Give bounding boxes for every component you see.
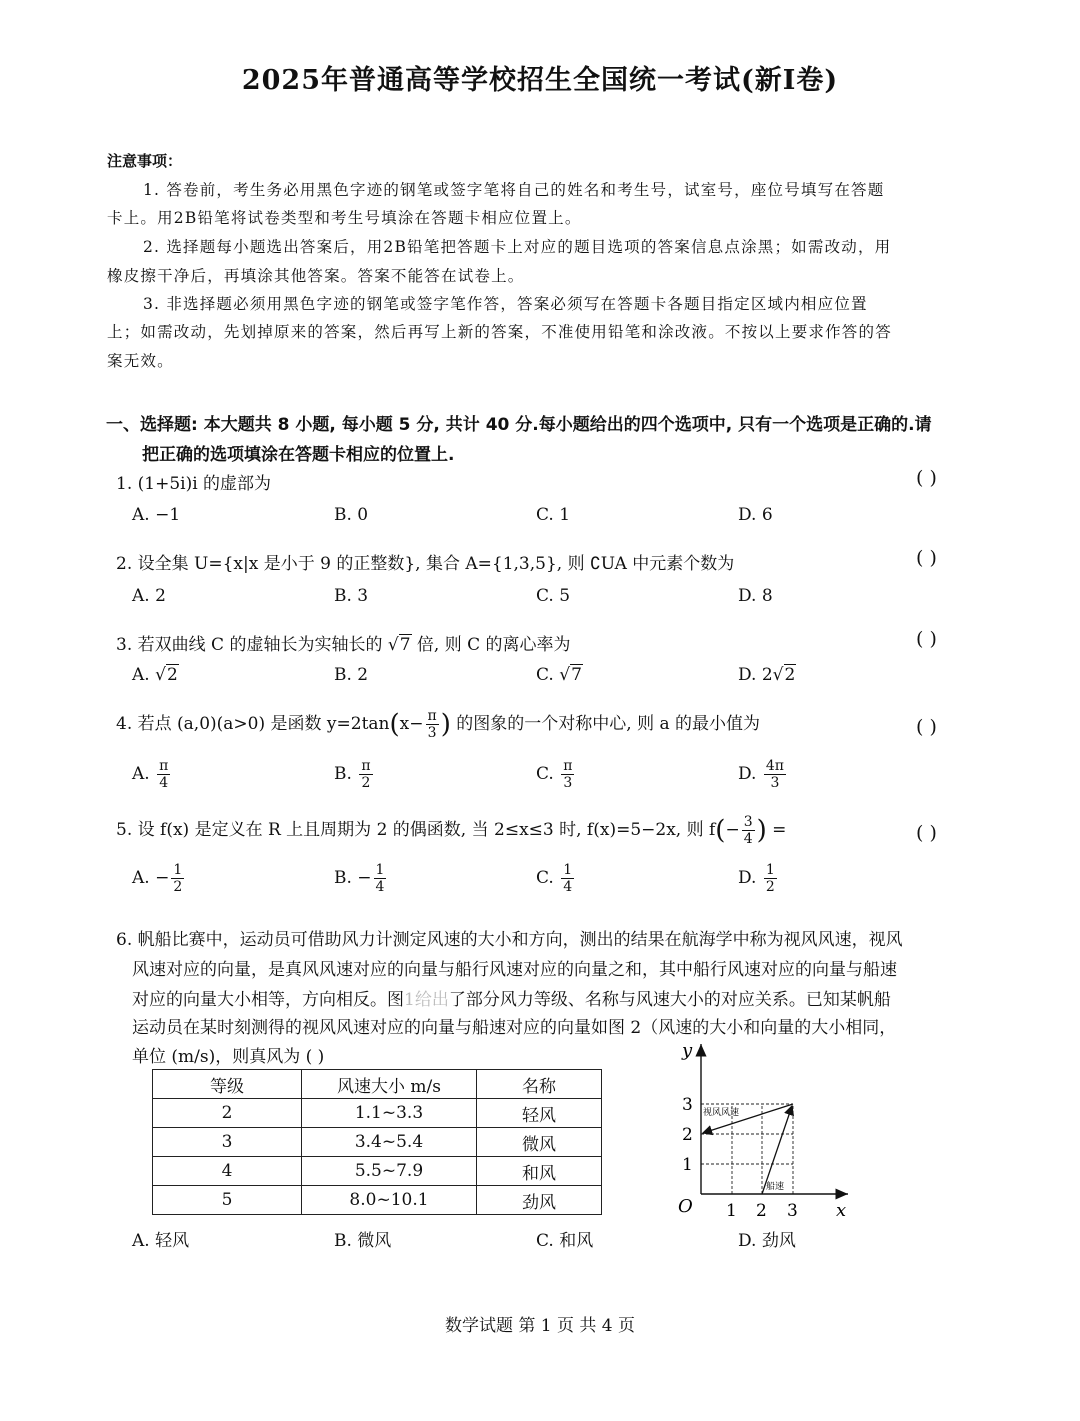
q4-stem-inner: x− bbox=[399, 714, 424, 735]
section-heading-line1: 一、选择题: 本大题共 8 小题, 每小题 5 分, 共计 40 分.每小题给出的四个选项中, 只有一个选项是正确的.请 bbox=[106, 415, 932, 435]
frac-numerator: 1 bbox=[765, 862, 775, 878]
table-row bbox=[153, 1186, 602, 1215]
q3-option-a bbox=[132, 665, 179, 685]
q4-stem-part2: 的图象的一个对称中心, 则 a 的最小值为 bbox=[450, 714, 761, 735]
q5-stem-part1: 5. 设 f(x) 是定义在 R 上且周期为 2 的偶函数, 当 2≤x≤3 时, f(x)=5−2x, 则 f bbox=[116, 820, 716, 841]
notice-heading: 注意事项： bbox=[107, 152, 183, 170]
q5-option-b-label: B. − bbox=[334, 868, 372, 889]
frac-denominator: 4 bbox=[375, 879, 385, 896]
y-tick-label: 3 bbox=[682, 1095, 693, 1115]
q3-option-d bbox=[738, 665, 796, 685]
q1-stem: 1. (1+5i)i 的虚部为 bbox=[116, 474, 272, 494]
vector-figure bbox=[670, 1038, 870, 1224]
frac-numerator: 1 bbox=[375, 862, 385, 878]
q4-option-a-fraction bbox=[157, 758, 170, 791]
table-cell: 轻风 bbox=[477, 1099, 602, 1128]
q2-answer-paren: ( ) bbox=[916, 547, 937, 569]
q3-option-c-radicand: 7 bbox=[571, 665, 582, 685]
q5-option-b bbox=[334, 862, 388, 895]
q3-option-b: B. 2 bbox=[334, 665, 369, 685]
boat-speed-label: 船速 bbox=[766, 1182, 785, 1192]
q6-option-d: D. 劲风 bbox=[738, 1231, 796, 1251]
q5-stem bbox=[116, 814, 786, 847]
q3-option-c-label: C. bbox=[536, 665, 560, 685]
q1-option-c: C. 1 bbox=[536, 505, 571, 525]
table-cell: 微风 bbox=[477, 1128, 602, 1157]
frac-denominator: 3 bbox=[427, 725, 437, 742]
notice-line-4: 橡皮擦干净后，再填涂其他答案。答案不能答在试卷上。 bbox=[107, 267, 525, 285]
notice-line-7: 案无效。 bbox=[107, 352, 174, 370]
page-footer: 数学试题 第 1 页 共 4 页 bbox=[444, 1316, 636, 1336]
q4-option-d-fraction bbox=[764, 758, 786, 791]
notice-line-6: 上；如需改动，先划掉原来的答案，然后再写上新的答案，不准使用铅笔和涂改液。不按以上要求作答的答 bbox=[107, 323, 892, 341]
frac-numerator: 1 bbox=[563, 862, 573, 878]
q6-line-3-part2: 了部分风力等级、名称与风速大小的对应关系。已知某帆船 bbox=[448, 990, 891, 1010]
wind-level-table bbox=[152, 1069, 602, 1215]
sqrt-sign: √ bbox=[772, 665, 784, 685]
q5-stem-inner: − bbox=[725, 820, 740, 841]
q3-option-a-label: A. bbox=[132, 665, 156, 685]
y-tick-label: 1 bbox=[682, 1155, 693, 1175]
q4-option-d bbox=[738, 758, 788, 791]
q4-option-a-label: A. bbox=[132, 764, 150, 785]
q5-option-c bbox=[536, 862, 576, 895]
table-cell: 2 bbox=[153, 1099, 302, 1128]
table-row bbox=[153, 1099, 602, 1128]
frac-denominator: 2 bbox=[765, 879, 775, 896]
q3-option-a-radicand: 2 bbox=[166, 665, 178, 685]
table-cell: 8.0~10.1 bbox=[302, 1186, 477, 1215]
q6-option-a: A. 轻风 bbox=[132, 1231, 190, 1251]
frac-numerator: π bbox=[361, 758, 371, 774]
q4-option-b bbox=[334, 758, 375, 791]
q6-option-c: C. 和风 bbox=[536, 1231, 594, 1251]
q3-stem-radicand: 7 bbox=[399, 635, 411, 655]
q5-answer-paren: ( ) bbox=[916, 822, 937, 844]
table-row bbox=[153, 1128, 602, 1157]
frac-denominator: 4 bbox=[159, 775, 169, 792]
table-header-cell: 风速大小 m/s bbox=[302, 1070, 477, 1099]
table-cell: 劲风 bbox=[477, 1186, 602, 1215]
table-cell: 3 bbox=[153, 1128, 302, 1157]
q6-line-3-part1: 对应的向量大小相等，方向相反。图 bbox=[132, 990, 404, 1010]
frac-denominator: 3 bbox=[770, 775, 780, 792]
q5-option-a-label: A. − bbox=[132, 868, 170, 889]
section-heading-line2: 把正确的选项填涂在答题卡相应的位置上. bbox=[142, 445, 455, 465]
q4-option-b-fraction bbox=[359, 758, 372, 791]
left-paren: ( bbox=[389, 709, 400, 740]
table-header-row bbox=[153, 1070, 602, 1099]
exam-title: 2025年普通高等学校招生全国统一考试(新I卷) bbox=[241, 65, 839, 96]
q6-line-5: 单位 (m/s)，则真风为 ( ) bbox=[132, 1047, 325, 1067]
left-paren: ( bbox=[715, 815, 726, 846]
q6-line-3 bbox=[132, 985, 891, 1010]
apparent-wind-label: 视风风速 bbox=[703, 1108, 740, 1118]
q6-line-2: 风速对应的向量，是真风风速对应的向量与船行风速对应的向量之和，其中船行风速对应的向量与船速 bbox=[132, 960, 897, 980]
table-cell: 3.4~5.4 bbox=[302, 1128, 477, 1157]
q6-option-b: B. 微风 bbox=[334, 1231, 392, 1251]
q1-option-d: D. 6 bbox=[738, 505, 773, 525]
frac-denominator: 3 bbox=[563, 775, 573, 792]
q5-option-c-fraction bbox=[561, 862, 574, 895]
q5-stem-part2: = bbox=[766, 820, 787, 841]
right-paren: ) bbox=[756, 815, 767, 846]
sqrt-sign: √ bbox=[559, 665, 571, 685]
q3-option-d-radicand: 2 bbox=[784, 665, 796, 685]
q6-line-1: 6. 帆船比赛中，运动员可借助风力计测定风速的大小和方向，测出的结果在航海学中称为视风风速，视风 bbox=[116, 930, 903, 950]
q4-option-c-fraction bbox=[561, 758, 574, 791]
y-axis-label: y bbox=[682, 1040, 693, 1061]
table-row bbox=[153, 1157, 602, 1186]
frac-denominator: 2 bbox=[173, 879, 183, 896]
x-axis-label: x bbox=[836, 1200, 847, 1221]
notice-line-1: 1. 答卷前，考生务必用黑色字迹的钢笔或签字笔将自己的姓名和考生号，试室号，座位号填写在答题 bbox=[143, 181, 885, 199]
q5-stem-fraction bbox=[742, 814, 755, 847]
q2-option-c: C. 5 bbox=[536, 586, 571, 606]
frac-numerator: 3 bbox=[743, 814, 753, 830]
q6-line-3-faint: 1给出 bbox=[404, 990, 449, 1010]
q5-option-b-fraction bbox=[374, 862, 387, 895]
q5-option-d-label: D. bbox=[738, 868, 757, 889]
q1-option-a: A. −1 bbox=[132, 505, 181, 525]
x-tick-label: 2 bbox=[756, 1201, 767, 1221]
q3-option-d-label: D. 2 bbox=[738, 665, 773, 685]
sqrt-sign: √ bbox=[155, 665, 166, 685]
frac-denominator: 4 bbox=[743, 831, 753, 848]
q4-option-c-label: C. bbox=[536, 764, 554, 785]
q2-option-d: D. 8 bbox=[738, 586, 773, 606]
q3-answer-paren: ( ) bbox=[916, 628, 937, 650]
q2-option-b: B. 3 bbox=[334, 586, 369, 606]
table-cell: 4 bbox=[153, 1157, 302, 1186]
table-cell: 和风 bbox=[477, 1157, 602, 1186]
frac-numerator: 1 bbox=[173, 862, 183, 878]
frac-denominator: 4 bbox=[563, 879, 573, 896]
q4-option-a bbox=[132, 758, 172, 791]
notice-line-2: 卡上。用2B铅笔将试卷类型和考生号填涂在答题卡相应位置上。 bbox=[107, 209, 582, 227]
q4-stem-fraction bbox=[426, 708, 439, 741]
table-header-cell: 等级 bbox=[153, 1070, 302, 1099]
sqrt-sign: √ bbox=[387, 635, 399, 655]
frac-numerator: 4π bbox=[765, 758, 784, 774]
q6-line-4: 运动员在某时刻测得的视风风速对应的向量与船速对应的向量如图 2（风速的大小和向量的大小相同， bbox=[132, 1018, 897, 1038]
q5-option-c-label: C. bbox=[536, 868, 554, 889]
q5-option-d-fraction bbox=[764, 862, 777, 895]
notice-line-3: 2. 选择题每小题选出答案后，用2B铅笔把答题卡上对应的题目选项的答案信息点涂黑；如需改动，用 bbox=[143, 238, 892, 256]
table-cell: 5.5~7.9 bbox=[302, 1157, 477, 1186]
right-paren: ) bbox=[440, 709, 451, 740]
frac-numerator: π bbox=[563, 758, 573, 774]
q4-answer-paren: ( ) bbox=[916, 716, 937, 738]
q3-stem bbox=[116, 630, 571, 655]
x-tick-label: 1 bbox=[726, 1201, 737, 1221]
q4-stem-part1: 4. 若点 (a,0)(a>0) 是函数 y=2tan bbox=[116, 714, 390, 735]
q4-option-c bbox=[536, 758, 576, 791]
y-tick-label: 2 bbox=[682, 1125, 693, 1145]
table-cell: 1.1~3.3 bbox=[302, 1099, 477, 1128]
q2-option-a: A. 2 bbox=[132, 586, 166, 606]
q3-option-c bbox=[536, 665, 583, 685]
table-cell: 5 bbox=[153, 1186, 302, 1215]
q2-stem: 2. 设全集 U={x|x 是小于 9 的正整数}, 集合 A={1,3,5}, 则 ∁UA 中元素个数为 bbox=[116, 554, 735, 574]
q5-option-d bbox=[738, 862, 779, 895]
frac-denominator: 2 bbox=[361, 775, 371, 792]
q5-option-a bbox=[132, 862, 186, 895]
q3-stem-part1: 3. 若双曲线 C 的虚轴长为实轴长的 bbox=[116, 635, 388, 655]
q5-option-a-fraction bbox=[171, 862, 184, 895]
q4-stem bbox=[116, 708, 760, 741]
notice-line-5: 3. 非选择题必须用黑色字迹的钢笔或签字笔作答，答案必须写在答题卡各题目指定区域内相应位置 bbox=[143, 295, 868, 313]
origin-label: O bbox=[678, 1196, 693, 1217]
q1-option-b: B. 0 bbox=[334, 505, 369, 525]
q4-option-d-label: D. bbox=[738, 764, 757, 785]
boat-speed-vector bbox=[762, 1106, 792, 1194]
q3-stem-part2: 倍, 则 C 的离心率为 bbox=[411, 635, 571, 655]
table-header-cell: 名称 bbox=[477, 1070, 602, 1099]
frac-numerator: π bbox=[427, 708, 437, 724]
q1-answer-paren: ( ) bbox=[916, 467, 937, 489]
x-tick-label: 3 bbox=[787, 1201, 798, 1221]
frac-numerator: π bbox=[159, 758, 169, 774]
q4-option-b-label: B. bbox=[334, 764, 352, 785]
